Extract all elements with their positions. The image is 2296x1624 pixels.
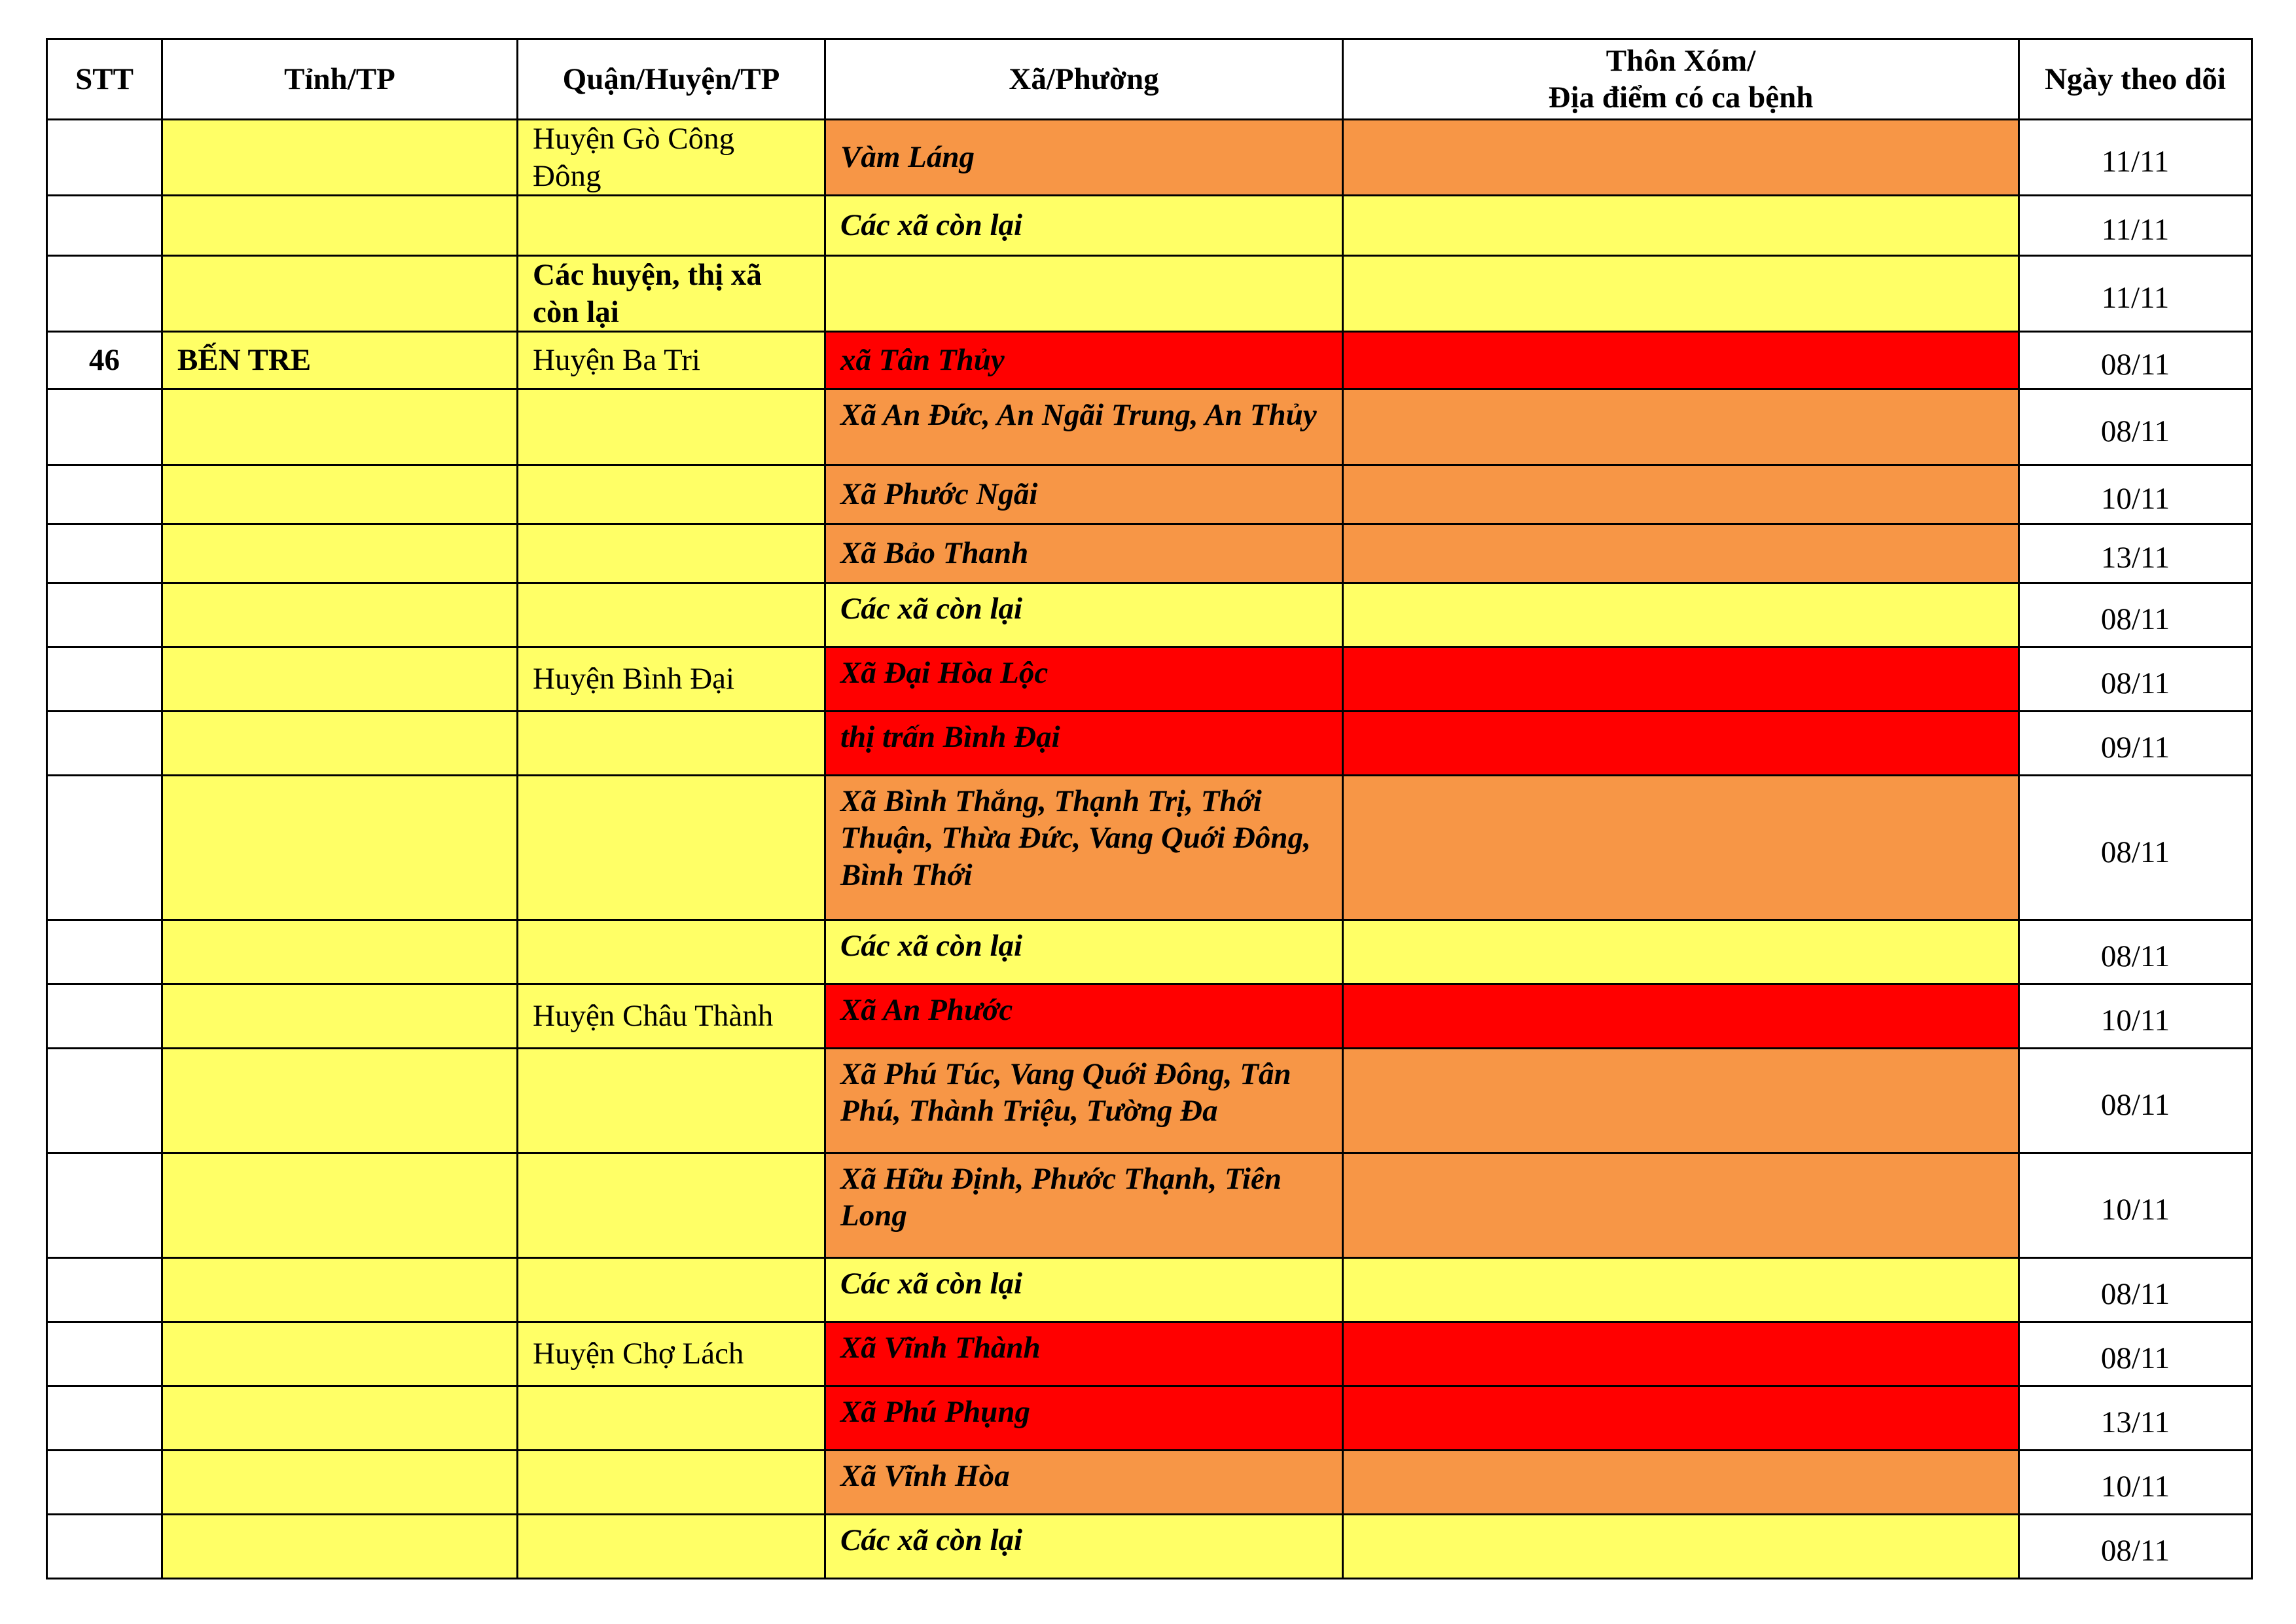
stt-cell — [47, 920, 162, 984]
province-cell — [162, 389, 518, 465]
stt-cell — [47, 647, 162, 712]
table-row — [47, 583, 2252, 647]
monitor-date-cell: 08/11 — [2019, 332, 2252, 389]
table-body — [47, 120, 2252, 1579]
monitor-date-cell: 08/11 — [2019, 1322, 2252, 1386]
hamlet-cell — [1343, 524, 2019, 583]
stt-cell — [47, 256, 162, 332]
commune-cell — [825, 256, 1343, 332]
stt-cell — [47, 465, 162, 524]
header-hamlet-line-2: Địa điểm có ca bệnh — [1548, 81, 1814, 115]
header-hamlet — [1343, 39, 2019, 120]
district-cell — [518, 196, 825, 256]
province-cell — [162, 1322, 518, 1386]
district-cell: Huyện Gò Công Đông — [518, 120, 825, 196]
header-row — [47, 39, 2252, 120]
header-monitor-date: Ngày theo dõi — [2019, 39, 2252, 120]
hamlet-cell — [1343, 1153, 2019, 1258]
hamlet-cell — [1343, 920, 2019, 984]
province-cell — [162, 776, 518, 920]
commune-cell: Xã Phú Phụng — [825, 1386, 1343, 1451]
province-cell — [162, 1153, 518, 1258]
monitor-date-cell: 09/11 — [2019, 712, 2252, 776]
table-row — [47, 1451, 2252, 1515]
commune-cell: Xã Phước Ngãi — [825, 465, 1343, 524]
hamlet-cell — [1343, 465, 2019, 524]
province-cell — [162, 120, 518, 196]
monitor-date-cell: 08/11 — [2019, 583, 2252, 647]
province-cell — [162, 1258, 518, 1322]
district-cell — [518, 776, 825, 920]
province-cell — [162, 465, 518, 524]
table-row — [47, 1322, 2252, 1386]
district-cell — [518, 583, 825, 647]
district-cell — [518, 1049, 825, 1153]
commune-cell: xã Tân Thủy — [825, 332, 1343, 389]
table-row — [47, 1049, 2252, 1153]
monitor-date-cell: 11/11 — [2019, 196, 2252, 256]
commune-cell: Xã An Phước — [825, 984, 1343, 1049]
stt-cell — [47, 1515, 162, 1579]
hamlet-cell — [1343, 196, 2019, 256]
monitor-date-cell: 08/11 — [2019, 920, 2252, 984]
monitor-date-cell: 13/11 — [2019, 524, 2252, 583]
table-row — [47, 389, 2252, 465]
commune-cell: Xã Phú Túc, Vang Quới Đông, Tân Phú, Thành Triệu, Tường Đa — [825, 1049, 1343, 1153]
monitor-date-cell: 10/11 — [2019, 1153, 2252, 1258]
table-row — [47, 776, 2252, 920]
monitor-date-cell: 08/11 — [2019, 647, 2252, 712]
province-cell — [162, 712, 518, 776]
province-cell — [162, 256, 518, 332]
header-district: Quận/Huyện/TP — [518, 39, 825, 120]
province-cell — [162, 984, 518, 1049]
province-cell — [162, 1451, 518, 1515]
province-cell — [162, 647, 518, 712]
commune-cell: Các xã còn lại — [825, 196, 1343, 256]
district-cell — [518, 389, 825, 465]
stt-cell — [47, 712, 162, 776]
hamlet-cell — [1343, 1386, 2019, 1451]
header-commune: Xã/Phường — [825, 39, 1343, 120]
hamlet-cell — [1343, 583, 2019, 647]
table-row — [47, 332, 2252, 389]
monitor-date-cell: 10/11 — [2019, 1451, 2252, 1515]
province-cell — [162, 583, 518, 647]
commune-cell: Các xã còn lại — [825, 1515, 1343, 1579]
province-cell — [162, 920, 518, 984]
commune-cell: Xã Bình Thắng, Thạnh Trị, Thới Thuận, Thừa Đức, Vang Quới Đông, Bình Thới — [825, 776, 1343, 920]
province-cell — [162, 524, 518, 583]
hamlet-cell — [1343, 389, 2019, 465]
table-row — [47, 1258, 2252, 1322]
district-cell — [518, 1451, 825, 1515]
province-cell — [162, 1049, 518, 1153]
table-row — [47, 524, 2252, 583]
stt-cell — [47, 1451, 162, 1515]
stt-cell: 46 — [47, 332, 162, 389]
commune-cell: Xã Vĩnh Hòa — [825, 1451, 1343, 1515]
district-cell — [518, 1258, 825, 1322]
monitor-date-cell: 08/11 — [2019, 389, 2252, 465]
stt-cell — [47, 1258, 162, 1322]
monitor-date-cell: 10/11 — [2019, 465, 2252, 524]
district-cell: Huyện Châu Thành — [518, 984, 825, 1049]
district-cell — [518, 524, 825, 583]
province-cell — [162, 1515, 518, 1579]
commune-cell: Các xã còn lại — [825, 583, 1343, 647]
hamlet-cell — [1343, 120, 2019, 196]
monitor-date-cell: 08/11 — [2019, 1049, 2252, 1153]
stt-cell — [47, 583, 162, 647]
commune-cell: Xã An Đức, An Ngãi Trung, An Thủy — [825, 389, 1343, 465]
hamlet-cell — [1343, 256, 2019, 332]
hamlet-cell — [1343, 1515, 2019, 1579]
commune-cell: Xã Vĩnh Thành — [825, 1322, 1343, 1386]
hamlet-cell — [1343, 647, 2019, 712]
risk-level-table — [46, 38, 2253, 1579]
district-cell: Huyện Chợ Lách — [518, 1322, 825, 1386]
hamlet-cell — [1343, 1049, 2019, 1153]
table-row — [47, 984, 2252, 1049]
table-row — [47, 465, 2252, 524]
table-header — [47, 39, 2252, 120]
commune-cell: Các xã còn lại — [825, 920, 1343, 984]
stt-cell — [47, 524, 162, 583]
stt-cell — [47, 196, 162, 256]
hamlet-cell — [1343, 332, 2019, 389]
stt-cell — [47, 120, 162, 196]
stt-cell — [47, 984, 162, 1049]
monitor-date-cell: 11/11 — [2019, 120, 2252, 196]
hamlet-cell — [1343, 776, 2019, 920]
monitor-date-cell: 13/11 — [2019, 1386, 2252, 1451]
district-cell — [518, 1386, 825, 1451]
commune-cell: thị trấn Bình Đại — [825, 712, 1343, 776]
commune-cell: Xã Đại Hòa Lộc — [825, 647, 1343, 712]
commune-cell: Xã Hữu Định, Phước Thạnh, Tiên Long — [825, 1153, 1343, 1258]
stt-cell — [47, 1153, 162, 1258]
table-row — [47, 647, 2252, 712]
stt-cell — [47, 1386, 162, 1451]
stt-cell — [47, 1049, 162, 1153]
hamlet-cell — [1343, 1451, 2019, 1515]
stt-cell — [47, 389, 162, 465]
header-stt: STT — [47, 39, 162, 120]
monitor-date-cell: 08/11 — [2019, 1515, 2252, 1579]
header-province: Tỉnh/TP — [162, 39, 518, 120]
district-cell — [518, 1153, 825, 1258]
table-row — [47, 1153, 2252, 1258]
province-cell: BẾN TRE — [162, 332, 518, 389]
hamlet-cell — [1343, 984, 2019, 1049]
monitor-date-cell: 11/11 — [2019, 256, 2252, 332]
hamlet-cell — [1343, 712, 2019, 776]
table-row — [47, 920, 2252, 984]
district-cell: Huyện Bình Đại — [518, 647, 825, 712]
district-cell: Huyện Ba Tri — [518, 332, 825, 389]
table-row — [47, 1515, 2252, 1579]
hamlet-cell — [1343, 1322, 2019, 1386]
hamlet-cell — [1343, 1258, 2019, 1322]
monitor-date-cell: 08/11 — [2019, 776, 2252, 920]
stt-cell — [47, 776, 162, 920]
district-cell — [518, 465, 825, 524]
table-row — [47, 256, 2252, 332]
district-cell — [518, 712, 825, 776]
commune-cell: Các xã còn lại — [825, 1258, 1343, 1322]
district-cell: Các huyện, thị xã còn lại — [518, 256, 825, 332]
province-cell — [162, 1386, 518, 1451]
table-row — [47, 712, 2252, 776]
monitor-date-cell: 10/11 — [2019, 984, 2252, 1049]
commune-cell: Vàm Láng — [825, 120, 1343, 196]
table-row — [47, 196, 2252, 256]
province-cell — [162, 196, 518, 256]
stt-cell — [47, 1322, 162, 1386]
table-row — [47, 120, 2252, 196]
header-hamlet-line-1: Thôn Xóm/ — [1605, 43, 1756, 78]
district-cell — [518, 920, 825, 984]
table-row — [47, 1386, 2252, 1451]
commune-cell: Xã Bảo Thanh — [825, 524, 1343, 583]
monitor-date-cell: 08/11 — [2019, 1258, 2252, 1322]
district-cell — [518, 1515, 825, 1579]
